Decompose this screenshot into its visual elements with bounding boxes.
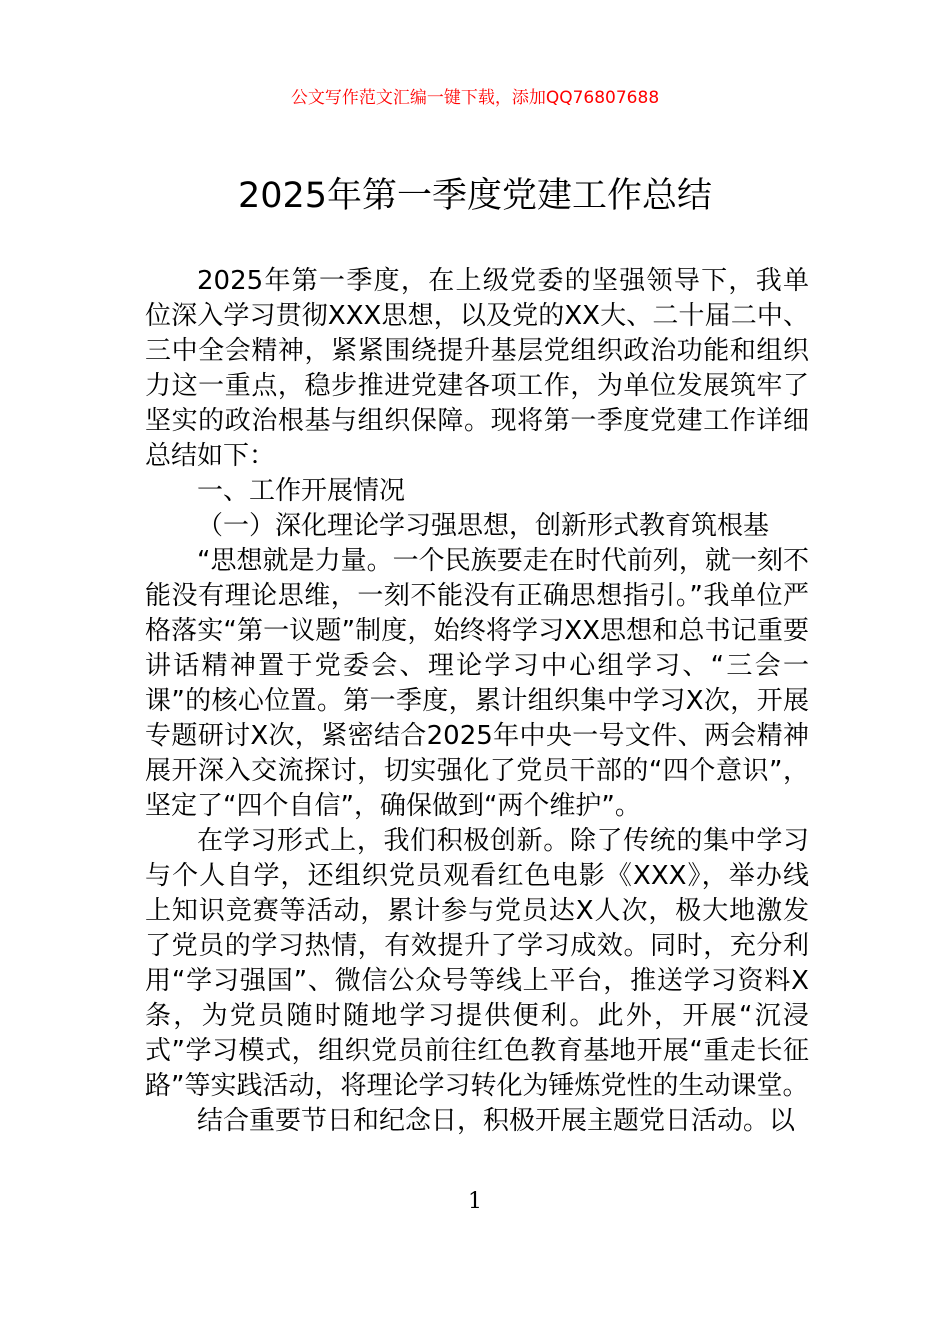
header-download-note: 公文写作范文汇编一键下载，添加QQ76807688 xyxy=(290,88,660,108)
intro-paragraph: 2025年第一季度，在上级党委的坚强领导下，我单位深入学习贯彻XXX思想，以及党的XX大、二十届二中、三中全会精神，紧紧围绕提升基层党组织政治功能和组织力这一重点，稳步推进党建各项工作，为单位发展筑牢了坚实的政治根基与组织保障。现将第一季度党建工作详细总结如下： xyxy=(145,266,809,471)
document-body xyxy=(145,264,809,1139)
subsection-heading: （一）深化理论学习强思想，创新形式教育筑根基 xyxy=(197,511,770,541)
body-paragraph: 结合重要节日和纪念日，积极开展主题党日活动。以 xyxy=(197,1106,796,1136)
body-paragraph: 在学习形式上，我们积极创新。除了传统的集中学习与个人自学，还组织党员观看红色电影《XXX》，举办线上知识竞赛等活动，累计参与党员达X人次，极大地激发了党员的学习热情，有效提升了学习成效。同时，充分利用“学习强国”、微信公众号等线上平台，推送学习资料X条，为党员随时随地学习提供便利。此外，开展“沉浸式”学习模式，组织党员前往红色教育基地开展“重走长征路”等实践活动，将理论学习转化为锤炼党性的生动课堂。 xyxy=(145,826,809,1101)
body-paragraph: “思想就是力量。一个民族要走在时代前列，就一刻不能没有理论思维，一刻不能没有正确思想指引。”我单位严格落实“第一议题”制度，始终将学习XX思想和总书记重要讲话精神置于党委会、理论学习中心组学习、“三会一课”的核心位置。第一季度，累计组织集中学习X次，开展专题研讨X次，紧密结合2025年中央一号文件、两会精神展开深入交流探讨，切实强化了党员干部的“四个意识”，坚定了“四个自信”，确保做到“两个维护”。 xyxy=(145,546,809,821)
page-number: 1 xyxy=(468,1189,482,1214)
document-title: 2025年第一季度党建工作总结 xyxy=(237,176,713,216)
section-heading: 一、工作开展情况 xyxy=(197,476,406,506)
